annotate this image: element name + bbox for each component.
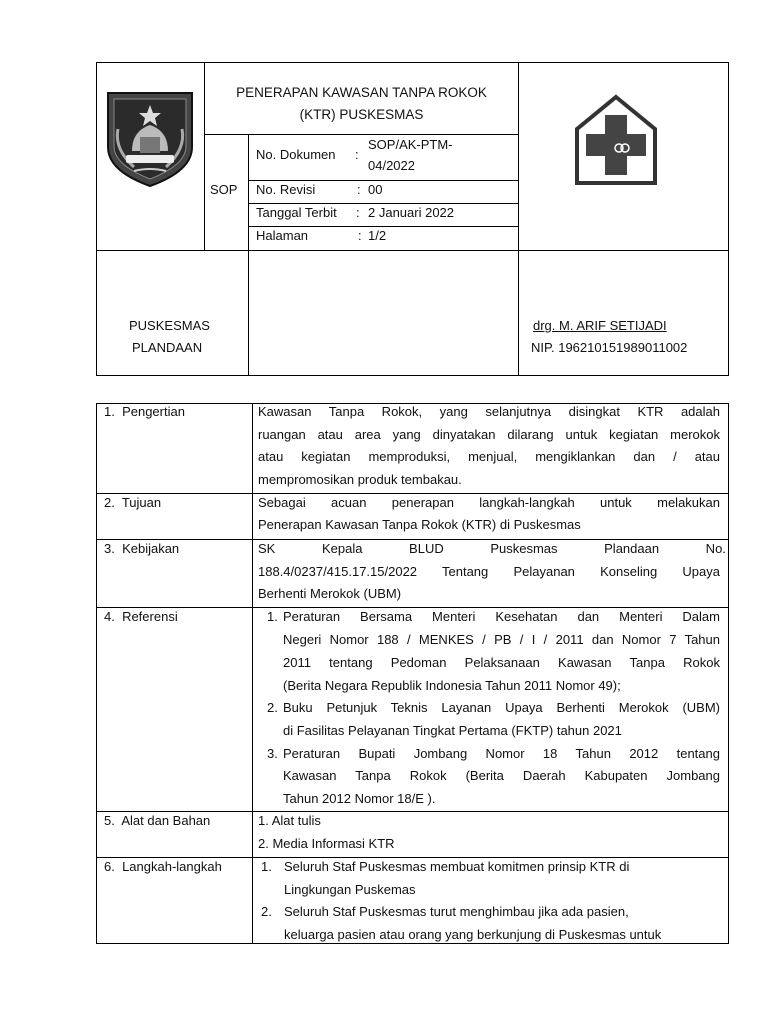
referensi-item-line: 2011 tentang Pedoman Pelaksanaan Kawasan Tanpa Rokok xyxy=(283,655,720,670)
section-label-langkah: 6. Langkah-langkah xyxy=(104,859,222,874)
referensi-item-line: Peraturan Bersama Menteri Kesehatan dan Menteri Dalam xyxy=(283,609,720,624)
sop-label: SOP xyxy=(210,182,238,197)
referensi-item-line: Peraturan Bupati Jombang Nomor 18 Tahun 2012 tentang xyxy=(283,746,720,761)
langkah-item-line: Seluruh Staf Puskesmas membuat komitmen prinsip KTR di xyxy=(284,859,630,874)
langkah-item-line: keluarga pasien atau orang yang berkunjung di Puskesmas untuk xyxy=(284,927,662,942)
pengertian-line: Kawasan Tanpa Rokok, yang selanjutnya disingkat KTR adalah xyxy=(258,404,720,419)
doc-no-label: No. Dokumen xyxy=(256,147,336,162)
document-title-line2: (KTR) PUSKESMAS xyxy=(299,107,424,122)
issue-date-colon: : xyxy=(356,205,360,220)
doc-no-value-line2: 04/2022 xyxy=(368,158,415,173)
tujuan-line: Penerapan Kawasan Tanpa Rokok (KTR) di Puskesmas xyxy=(258,517,581,532)
pengertian-line: ruangan atau area yang dinyatakan dilarang untuk kegiatan merokok xyxy=(258,427,720,442)
referensi-item-number: 3. xyxy=(267,746,278,761)
pengertian-line: mempromosikan produk tembakau. xyxy=(258,472,462,487)
referensi-item-number: 2. xyxy=(267,700,278,715)
revision-label: No. Revisi xyxy=(256,182,316,197)
jombang-regency-crest-icon xyxy=(104,89,196,189)
org-name-line1: PUSKESMAS xyxy=(129,318,210,333)
alat-item: 2. Media Informasi KTR xyxy=(258,836,395,851)
section-label-tujuan: 2. Tujuan xyxy=(104,495,162,510)
puskesmas-cross-house-logo-icon xyxy=(571,93,661,187)
kebijakan-line-1 xyxy=(258,538,726,561)
doc-no-value-line1: SOP/AK-PTM- xyxy=(368,137,453,152)
langkah-item-number: 2. xyxy=(261,904,272,919)
referensi-item-number: 1. xyxy=(267,609,278,624)
issue-date-label: Tanggal Terbit xyxy=(256,205,337,220)
page-colon: : xyxy=(358,228,362,243)
referensi-item-line: Kawasan Tanpa Rokok (Berita Daerah Kabupaten Jombang xyxy=(283,768,720,783)
kebijakan-line: 188.4/0237/415.17.15/2022 Tentang Pelayanan Konseling Upaya xyxy=(258,564,720,579)
issue-date-value: 2 Januari 2022 xyxy=(368,205,455,220)
org-name-line2: PLANDAAN xyxy=(132,340,203,355)
langkah-item-number: 1. xyxy=(261,859,272,874)
langkah-item-line: Lingkungan Puskemas xyxy=(284,882,416,897)
page-value: 1/2 xyxy=(368,228,387,243)
pengertian-line: atau kegiatan memproduksi, menjual, mengiklankan dan / atau xyxy=(258,449,720,464)
document-title-line1: PENERAPAN KAWASAN TANPA ROKOK xyxy=(236,85,487,100)
page-label: Halaman xyxy=(256,228,309,243)
tujuan-line: Sebagai acuan penerapan langkah-langkah untuk melakukan xyxy=(258,495,720,510)
section-label-kebijakan: 3. Kebijakan xyxy=(104,541,180,556)
revision-value: 00 xyxy=(368,182,383,197)
kebijakan-line: SK Kepala BLUD Puskesmas Plandaan No. xyxy=(258,541,726,556)
revision-colon: : xyxy=(357,182,361,197)
langkah-item-line: Seluruh Staf Puskesmas turut menghimbau jika ada pasien, xyxy=(284,904,629,919)
signer-nip: NIP. 196210151989011002 xyxy=(531,340,688,355)
section-label-referensi: 4. Referensi xyxy=(104,609,178,624)
referensi-item-line: di Fasilitas Pelayanan Tingkat Pertama (FKTP) tahun 2021 xyxy=(283,723,622,738)
kebijakan-line: Berhenti Merokok (UBM) xyxy=(258,586,402,601)
doc-no-colon: : xyxy=(355,147,359,162)
referensi-item-line: (Berita Negara Republik Indonesia Tahun 2011 Nomor 49); xyxy=(283,678,621,693)
signer-name: drg. M. ARIF SETIJADI xyxy=(533,318,667,333)
referensi-item-line: Negeri Nomor 188 / MENKES / PB / I / 2011 dan Nomor 7 Tahun xyxy=(283,632,720,647)
alat-item: 1. Alat tulis xyxy=(258,813,321,828)
section-label-alat-bahan: 5. Alat dan Bahan xyxy=(104,813,211,828)
referensi-item-line: Tahun 2012 Nomor 18/E ). xyxy=(283,791,436,806)
referensi-item-line: Buku Petunjuk Teknis Layanan Upaya Berhenti Merokok (UBM) xyxy=(283,700,720,715)
section-label-pengertian: 1. Pengertian xyxy=(104,404,185,419)
